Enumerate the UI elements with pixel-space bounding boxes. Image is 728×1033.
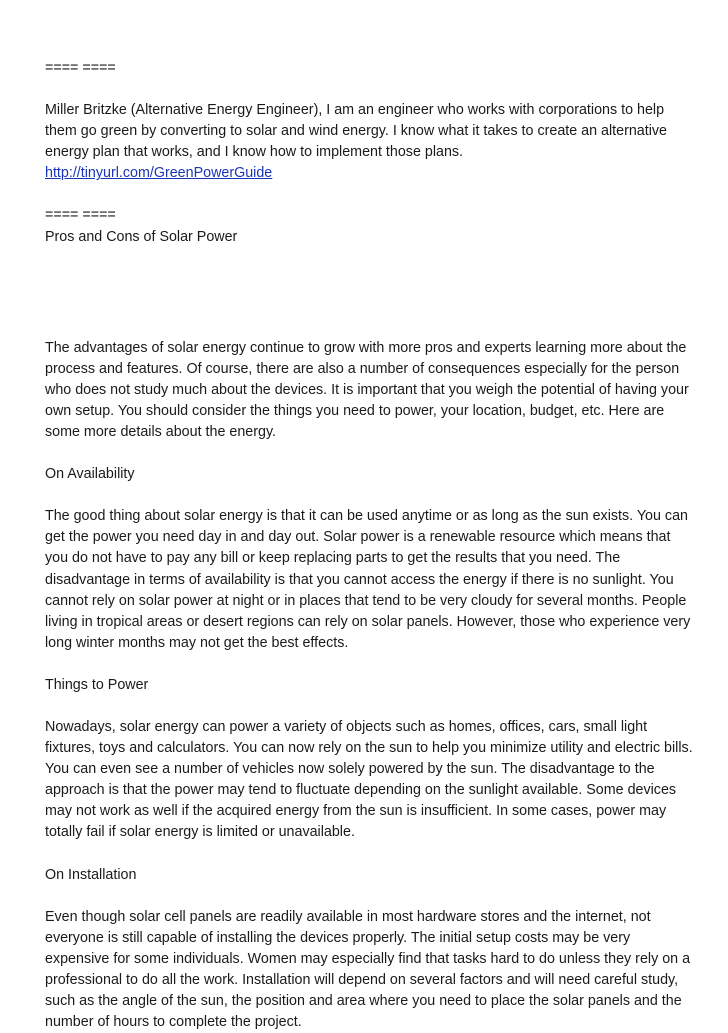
spacer — [45, 844, 695, 865]
spacer — [45, 886, 695, 907]
section-text-installation: Even though solar cell panels are readily available in most hardware stores and the internet, not everyone is still capable of installing the devices properly. The initial setup costs may be very expensive for some individuals. Women may especially find that tasks hard to do unless they rely on a professional to do all the work. Installation will depend on several factors and will need careful study, such as the angle of the sun, the position and area where you need to place the solar panels and the number of hours to complete the project. — [45, 908, 691, 1031]
author-bio: Miller Britzke (Alternative Energy Engineer), I am an engineer who works with corporations to help them go green by converting to solar and wind energy. I know what it takes to create an alternative energy plan that works, and I know how to implement those plans. — [45, 102, 667, 161]
separator-bottom: ==== ==== — [45, 207, 116, 224]
section-heading-things-to-power: Things to Power — [45, 676, 149, 693]
spacer — [45, 443, 695, 464]
spacer — [45, 654, 695, 675]
article-title: Pros and Cons of Solar Power — [45, 228, 238, 245]
spacer — [45, 79, 695, 100]
spacer — [45, 485, 695, 506]
document-page — [45, 58, 695, 1033]
section-heading-availability: On Availability — [45, 466, 135, 483]
blank-area — [45, 248, 695, 338]
author-link[interactable]: http://tinyurl.com/GreenPowerGuide — [45, 165, 273, 182]
separator-top: ==== ==== — [45, 60, 116, 76]
spacer — [45, 184, 695, 205]
spacer — [45, 696, 695, 717]
section-text-things-to-power: Nowadays, solar energy can power a variety of objects such as homes, offices, cars, small light fixtures, toys and calculators. You can now rely on the sun to help you minimize utility and electric bills. You can even see a number of vehicles now solely powered by the sun. The disadvantage to the approach is that the power may tend to fluctuate depending on the sunlight available. Some devices may not work as well if the acquired energy from the sun is insufficient. In some cases, power may totally fail if solar energy is limited or unavailable. — [45, 718, 693, 841]
intro-paragraph: The advantages of solar energy continue to grow with more pros and experts learning more about the process and features. Of course, there are also a number of consequences especially for the person who does not study much about the devices. It is important that you weigh the potential of having your own setup. You should consider the things you need to power, your location, budget, etc. Here are some more details about the energy. — [45, 339, 689, 441]
section-text-availability: The good thing about solar energy is that it can be used anytime or as long as the sun exists. You can get the power you need day in and day out. Solar power is a renewable resource which means that you do not have to pay any bill or keep replacing parts to get the results that you need. The disadvantage in terms of availability is that you cannot access the energy if there is no sunlight. You cannot rely on solar power at night or in places that tend to be very cloudy for several months. People living in tropical areas or desert regions can rely on solar panels. However, those who experience very long winter months may not get the best effects. — [45, 508, 691, 651]
section-heading-installation: On Installation — [45, 866, 137, 883]
author-link-line — [45, 163, 695, 184]
